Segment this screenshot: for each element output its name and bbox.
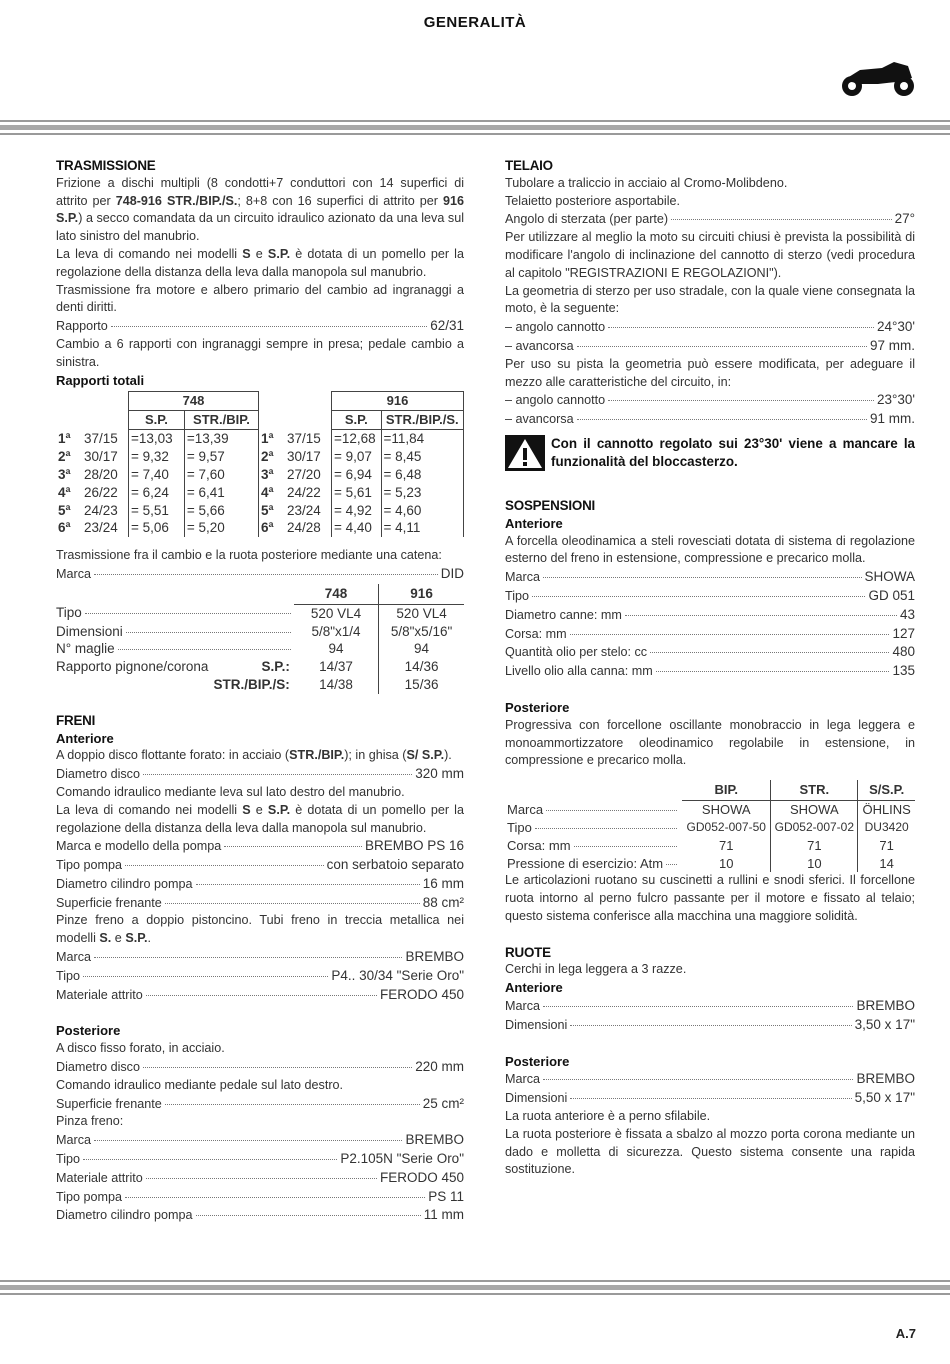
spec-row: Marca DID bbox=[56, 565, 464, 581]
table-row bbox=[259, 484, 464, 502]
table-cell: SHOWA bbox=[701, 802, 751, 818]
section-title-sospensioni: SOSPENSIONI bbox=[505, 497, 596, 513]
paragraph: Progressiva con forcellone oscillante monobraccio in lega leggera e monoammortizzatore oleodinamico regolabile in estensione, in compressione e precarico molla. bbox=[505, 717, 915, 768]
spec-row: Marca BREMBO bbox=[505, 1071, 915, 1087]
table-cell: SHOWA bbox=[771, 801, 858, 819]
spec-row: Superficie frenante 25 cm² bbox=[56, 1095, 464, 1111]
paragraph: Pinze freno a doppio pistoncino. Tubi freno in treccia metallica nei modelli S. e S.P.. bbox=[56, 913, 464, 946]
table-row bbox=[505, 819, 915, 837]
paragraph: Per utilizzare al meglio la moto su circuiti chiusi è prevista la possibilità di modificare l'angolo di inclinazione del cannotto di sterzo (vedi procedura al capitolo "REGISTRAZIONI E REGOLAZIONI"). bbox=[505, 230, 915, 280]
table-cell: GD052-007-50 bbox=[686, 819, 766, 834]
table-row bbox=[259, 430, 464, 448]
table-cell: 4ª bbox=[261, 484, 274, 500]
table-row bbox=[259, 502, 464, 520]
spec-row: – angolo cannotto 24°30' bbox=[505, 319, 915, 335]
paragraph: Frizione a dischi multipli (8 condotti+7 conduttori con 14 superfici di attrito per 748-916 STR./BIP./S.; 8+8 con 16 superfici di attrito per 916 S.P.) a secco comandata da un circuito idraulico azionato da una leva sul lato sinistro del manubrio. bbox=[56, 175, 465, 244]
table-row bbox=[56, 430, 259, 448]
spec-row: Superficie frenante 88 cm² bbox=[56, 894, 464, 910]
warning-box bbox=[505, 435, 915, 471]
table-cell: 28/20 bbox=[84, 466, 118, 482]
paragraph: Cambio a 6 rapporti con ingranaggi sempre in presa; pedale cambio a sinistra. bbox=[56, 336, 464, 369]
spec-row: Marca BREMBO bbox=[505, 998, 915, 1014]
table-cell: ÖHLINS bbox=[858, 801, 915, 819]
spec-row: Livello olio alla canna: mm 135 bbox=[505, 663, 915, 679]
spec-row: Materiale attrito FERODO 450 bbox=[56, 986, 464, 1002]
table-row bbox=[56, 448, 259, 466]
footer-rule bbox=[0, 1280, 950, 1298]
warning-icon bbox=[505, 435, 545, 471]
table-cell: = 4,92 bbox=[332, 502, 382, 520]
table-cell: =13,03 bbox=[129, 430, 185, 448]
table-cell: Marca bbox=[505, 801, 682, 819]
table-cell: = 7,60 bbox=[184, 466, 258, 484]
table-cell: 30/17 bbox=[287, 449, 321, 465]
spec-row: Diametro cilindro pompa 16 mm bbox=[56, 875, 464, 891]
paragraph: A forcella oleodinamica a steli rovesciati dotata di sistema di regolazione esterno del freno in estensione, compressione e precarico molla. bbox=[505, 533, 915, 566]
spec-row: Tipo P4.. 30/34 "Serie Oro" bbox=[56, 967, 464, 983]
table-cell: =11,84 bbox=[381, 430, 463, 448]
table-cell: = 4,40 bbox=[332, 519, 382, 537]
subsection-title: Anteriore bbox=[56, 730, 114, 746]
table-cell: = 9,32 bbox=[129, 448, 185, 466]
paragraph: Trasmissione fra il cambio e la ruota posteriore mediante una catena: bbox=[56, 548, 442, 563]
paragraph: La ruota anteriore è a perno sfilabile. bbox=[505, 1109, 711, 1124]
subsection-title: Anteriore bbox=[505, 515, 563, 531]
table-cell: 71 bbox=[771, 837, 858, 855]
spec-row: Tipo pompa con serbatoio separato bbox=[56, 857, 464, 873]
table-cell: 4ª bbox=[58, 484, 71, 500]
spec-row: Dimensioni 3,50 x 17" bbox=[505, 1016, 915, 1032]
table-row bbox=[259, 448, 464, 466]
table-cell: = 5,61 bbox=[332, 484, 382, 502]
table-cell: 6ª bbox=[58, 520, 71, 536]
paragraph: Telaietto posteriore asportabile. bbox=[505, 193, 681, 208]
spec-row: Materiale attrito FERODO 450 bbox=[56, 1169, 464, 1185]
table-cell: 14 bbox=[858, 855, 915, 873]
table-cell: 2ª bbox=[58, 449, 71, 465]
table-cell: 5ª bbox=[58, 502, 71, 518]
table-cell: 3ª bbox=[58, 466, 71, 482]
paragraph: La geometria di sterzo per uso stradale, con la quale viene consegnata la moto, è la seguente: bbox=[505, 283, 915, 316]
table-row bbox=[56, 519, 259, 537]
table-cell: 27/20 bbox=[287, 466, 321, 482]
table-row bbox=[505, 837, 915, 855]
paragraph: Le articolazioni ruotano su cuscinetti a rullini e snodi sferici. Il forcellone ruota intorno al perno fulcro passante per il motore e fissato al telaio; questo sistema conferisce alla macchina una maggiore solidità. bbox=[505, 873, 915, 923]
subsection-title: Anteriore bbox=[505, 980, 563, 996]
table-cell: 71 bbox=[719, 837, 734, 853]
table-cell: = 6,24 bbox=[129, 484, 185, 502]
table-cell: = 7,40 bbox=[129, 466, 185, 484]
table-cell: = 6,41 bbox=[184, 484, 258, 502]
gear-ratio-tables bbox=[56, 391, 464, 537]
page-number: A.7 bbox=[895, 1326, 916, 1341]
table-cell: =13,39 bbox=[184, 430, 258, 448]
section-title-ruote: RUOTE bbox=[505, 944, 551, 960]
table-cell: = 5,23 bbox=[381, 484, 463, 502]
table-cell: =12,68 bbox=[332, 430, 382, 448]
spec-row: Rapporto 62/31 bbox=[56, 318, 464, 334]
right-column bbox=[505, 157, 915, 1179]
table-cell: = 4,11 bbox=[381, 519, 463, 537]
table-row bbox=[56, 466, 259, 484]
paragraph: Comando idraulico mediante pedale sul lato destro. bbox=[56, 1077, 344, 1092]
table-cell: 24/22 bbox=[287, 484, 321, 500]
paragraph: A doppio disco flottante forato: in acciaio (STR./BIP.); in ghisa (S/ S.P.). bbox=[56, 748, 452, 763]
section-title-trasmissione: TRASMISSIONE bbox=[56, 158, 156, 173]
table-cell: 23/24 bbox=[287, 502, 321, 518]
paragraph: La leva di comando nei modelli S e S.P. è dotata di un pomello per la regolazione della distanza della leva dalla manopola sul manubrio. bbox=[56, 802, 464, 835]
table-cell: 10 bbox=[719, 855, 734, 871]
table-cell: 10 bbox=[771, 855, 858, 873]
table-cell: 2ª bbox=[261, 449, 274, 465]
table-cell: = 6,94 bbox=[332, 466, 382, 484]
table-cell: 37/15 bbox=[287, 431, 321, 447]
table-row bbox=[56, 484, 259, 502]
spec-row: Diametro cilindro pompa 11 mm bbox=[56, 1207, 464, 1223]
table-cell: = 5,20 bbox=[184, 519, 258, 537]
table-row bbox=[56, 502, 259, 520]
table-row bbox=[505, 801, 915, 819]
rear-suspension-table: BIP. STR. S/S.P. Marca SHOWA SHOWA ÖHLINS Tipo GD052-007-50 GD052-007-02 DU3420 Corsa: mm 71 71 71 Pressione di esercizio: Atm 10 10 14 bbox=[505, 780, 915, 872]
table-cell: Pressione di esercizio: Atm bbox=[505, 855, 682, 873]
table-cell: = 4,60 bbox=[381, 502, 463, 520]
ratio-table-748: 748 S.P. STR./BIP. 1ª 37/15 =13,03 =13,39 2ª 30/17 = 9,32 = 9,57 3ª 28/20 = 7,40 = 7,60 4ª 26/22 = 6,24 = 6,41 5ª 24/23 = 5,51 = 5,66 6ª 23/24 = 5,06 = 5,20 bbox=[56, 391, 259, 537]
table-cell: 26/22 bbox=[84, 484, 118, 500]
spec-row: Marca BREMBO bbox=[56, 949, 464, 965]
ratio-table-916: 916 S.P. STR./BIP./S. 1ª 37/15 =12,68 =11,84 2ª 30/17 = 9,07 = 8,45 3ª 27/20 = 6,94 = 6,48 4ª 24/22 = 5,61 = 5,23 5ª 23/24 = 4,92 = 4,60 6ª 24/28 = 4,40 = 4,11 bbox=[259, 391, 464, 537]
paragraph: Trasmissione fra motore e albero primario del cambio ad ingranaggi a denti diritti. bbox=[56, 282, 464, 315]
table-cell: 71 bbox=[858, 837, 915, 855]
paragraph: Pinza freno: bbox=[56, 1114, 124, 1129]
spec-row: Marca e modello della pompa BREMBO PS 16 bbox=[56, 838, 464, 854]
spec-row: Diametro disco 220 mm bbox=[56, 1059, 464, 1075]
paragraph: La leva di comando nei modelli S e S.P. è dotata di un pomello per la regolazione della distanza della leva dalla manopola sul manubrio. bbox=[56, 246, 464, 279]
table-cell: 3ª bbox=[261, 466, 274, 482]
table-cell: 1ª bbox=[58, 431, 71, 447]
header-rule bbox=[0, 120, 950, 138]
spec-row: Diametro canne: mm 43 bbox=[505, 606, 915, 622]
table-cell: 30/17 bbox=[84, 449, 118, 465]
subsection-title: Posteriore bbox=[505, 699, 570, 715]
motorcycle-icon bbox=[838, 58, 918, 98]
spec-row: Tipo pompa PS 11 bbox=[56, 1188, 464, 1204]
spec-row: Angolo di sterzata (per parte) 27° bbox=[505, 211, 915, 227]
paragraph: Per uso su pista la geometria può essere modificata, per adeguare il mezzo alle caratteristiche del circuito, in: bbox=[505, 356, 915, 389]
table-cell: = 8,45 bbox=[381, 448, 463, 466]
table-cell: = 5,51 bbox=[129, 502, 185, 520]
table-cell: = 9,57 bbox=[184, 448, 258, 466]
section-title-telaio: TELAIO bbox=[505, 158, 553, 173]
subsection-title: Rapporti totali bbox=[56, 372, 145, 388]
chain-table: 748 916 Tipo 520 VL4 520 VL4 Dimensioni 5/8"x1/4 5/8"x5/16" N° maglie 94 94 Rapporto pignone/corona S.P.: 14/37 14/36 STR./BIP./S: 14/38 15/36 bbox=[56, 584, 464, 694]
spec-row: – angolo cannotto 23°30' bbox=[505, 392, 915, 408]
section-title-freni: FRENI bbox=[56, 712, 96, 728]
spec-row: Marca BREMBO bbox=[56, 1132, 464, 1148]
page-title: GENERALITÀ bbox=[423, 14, 527, 31]
table-cell: Tipo bbox=[505, 819, 682, 837]
paragraph: Tubolare a traliccio in acciaio al Cromo-Molibdeno. bbox=[505, 175, 788, 190]
table-cell: Corsa: mm bbox=[505, 837, 682, 855]
table-cell: = 5,66 bbox=[184, 502, 258, 520]
table-row bbox=[259, 519, 464, 537]
spec-row: Corsa: mm 127 bbox=[505, 625, 915, 641]
table-row bbox=[259, 466, 464, 484]
table-cell: 37/15 bbox=[84, 431, 118, 447]
table-cell: 24/23 bbox=[84, 502, 118, 518]
paragraph: Comando idraulico mediante leva sul lato destro del manubrio. bbox=[56, 784, 405, 799]
paragraph: La ruota posteriore è fissata a sbalzo al mozzo porta corona mediante un dado e molletta di sicurezza. Questo sistema consente una rapida sostituzione. bbox=[505, 1126, 915, 1177]
subsection-title: Posteriore bbox=[505, 1053, 570, 1069]
spec-row: Marca SHOWA bbox=[505, 569, 915, 585]
table-cell: 6ª bbox=[261, 520, 274, 536]
left-column bbox=[56, 157, 464, 1225]
table-cell: 5ª bbox=[261, 502, 274, 518]
table-row bbox=[505, 855, 915, 873]
spec-row: – avancorsa 97 mm. bbox=[505, 337, 915, 353]
spec-row: Tipo GD 051 bbox=[505, 587, 915, 603]
table-cell: = 6,48 bbox=[381, 466, 463, 484]
subsection-title: Posteriore bbox=[56, 1023, 121, 1039]
table-cell: 24/28 bbox=[287, 520, 321, 536]
spec-row: Tipo P2.105N "Serie Oro" bbox=[56, 1151, 464, 1167]
spec-row: – avancorsa 91 mm. bbox=[505, 411, 915, 427]
spec-row: Quantità olio per stelo: cc 480 bbox=[505, 644, 915, 660]
table-cell: = 9,07 bbox=[332, 448, 382, 466]
spec-row: Dimensioni 5,50 x 17" bbox=[505, 1090, 915, 1106]
spec-row: Diametro disco 320 mm bbox=[56, 766, 464, 782]
warning-text: Con il cannotto regolato sui 23°30' viene a mancare la funzionalità del bloccasterzo. bbox=[551, 435, 915, 469]
table-cell: = 5,06 bbox=[129, 519, 185, 537]
table-cell: GD052-007-02 bbox=[771, 819, 858, 837]
table-cell: DU3420 bbox=[858, 819, 915, 837]
table-cell: 23/24 bbox=[84, 520, 118, 536]
paragraph: A disco fisso forato, in acciaio. bbox=[56, 1041, 225, 1056]
table-cell: 1ª bbox=[261, 431, 274, 447]
paragraph: Cerchi in lega leggera a 3 razze. bbox=[505, 962, 687, 977]
